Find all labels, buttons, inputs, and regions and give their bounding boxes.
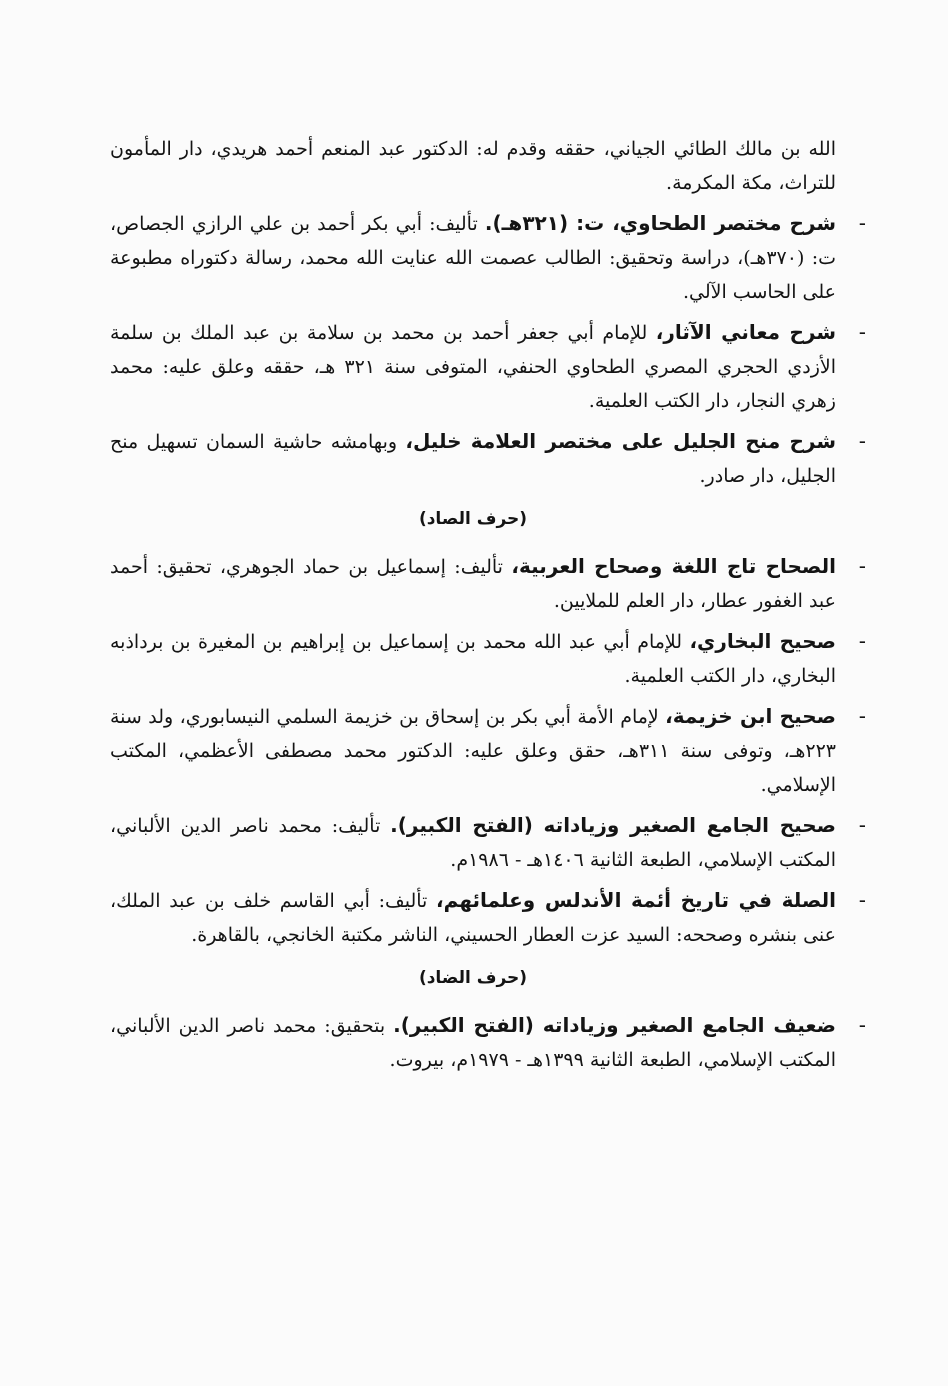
entry-dash: - (858, 629, 866, 653)
entry-dash: - (858, 211, 866, 235)
entry-details: للإمام أبي عبد الله محمد بن إسماعيل بن إبراهيم بن المغيرة بن برداذبه البخاري، دار الكتب العلمية. (110, 631, 836, 687)
entry-details: لإمام الأمة أبي بكر بن إسحاق بن خزيمة السلمي النيسابوري، ولد سنة ٢٢٣هـ، وتوفى سنة ٣١١هـ، حقق وعلق عليه: الدكتور محمد مصطفى الأعظمي، المكتب الإسلامي. (110, 706, 837, 796)
bibliography-entry (110, 883, 866, 952)
entry-title: شرح منح الجليل على مختصر العلامة خليل، (405, 429, 836, 453)
entry-dash: - (858, 429, 866, 453)
intro-paragraph: الله بن مالك الطائي الجياني، حققه وقدم له: الدكتور عبد المنعم أحمد هريدي، دار المأمون للتراث، مكة المكرمة. (110, 138, 836, 194)
entry-title: صحيح الجامع الصغير وزياداته (الفتح الكبير). (390, 813, 837, 837)
entry-dash: - (858, 704, 866, 728)
entry-title: الصلة في تاريخ أئمة الأندلس وعلمائهم، (436, 888, 836, 912)
bibliography-entry (110, 315, 866, 418)
entry-details: تأليف: أبي بكر أحمد بن علي الرازي الجصاص، ت: (٣٧٠هـ)، دراسة وتحقيق: الطالب عصمت الله عنايت الله محمد، رسالة دكتوراه مطبوعة على الحاسب الآلي. (110, 213, 836, 303)
entry-details: وبهامشه حاشية السمان تسهيل منح الجليل، دار صادر. (110, 431, 836, 487)
entry-details: تأليف: محمد ناصر الدين الألباني، المكتب الإسلامي، الطبعة الثانية ١٤٠٦هـ - ١٩٨٦م. (110, 815, 836, 871)
entry-dash: - (858, 813, 866, 837)
entry-title: الصحاح تاج اللغة وصحاح العربية، (511, 554, 837, 578)
entry-details: بتحقيق: محمد ناصر الدين الألباني، المكتب الإسلامي، الطبعة الثانية ١٣٩٩هـ - ١٩٧٩م، بيروت. (110, 1015, 836, 1071)
section-heading-saad: (حرف الصاد) (418, 509, 528, 529)
entry-title: صحيح ابن خزيمة، (665, 704, 837, 728)
entry-dash: - (858, 554, 866, 578)
entry-dash: - (858, 320, 866, 344)
bibliography-entry (110, 808, 866, 877)
bibliography-entry (110, 549, 866, 618)
entry-title: شرح مختصر الطحاوي، ت: (٣٢١هـ). (484, 211, 836, 235)
entry-title: ضعيف الجامع الصغير وزياداته (الفتح الكبير). (393, 1013, 836, 1037)
entry-details: تأليف: أبي القاسم خلف بن عبد الملك، عنى بنشره وصححه: السيد عزت العطار الحسيني، الناشر مكتبة الخانجي، بالقاهرة. (110, 890, 836, 946)
bibliography-entry (110, 1008, 866, 1077)
entry-title: شرح معاني الآثار، (655, 320, 836, 344)
bibliography-entry (110, 699, 866, 802)
entry-dash: - (858, 888, 866, 912)
bibliography-entry (110, 206, 866, 309)
bibliography-entry (110, 624, 866, 693)
section-heading-daad: (حرف الضاد) (418, 968, 528, 988)
entry-details: تأليف: إسماعيل بن حماد الجوهري، تحقيق: أحمد عبد الغفور عطار، دار العلم للملايين. (110, 556, 836, 612)
entry-dash: - (858, 1013, 866, 1037)
entry-title: صحيح البخاري، (689, 629, 836, 653)
bibliography-entry (110, 424, 866, 493)
entry-details: للإمام أبي جعفر أحمد بن محمد بن سلامة بن عبد الملك بن سلمة الأزدي الحجري المصري الطحاوي الحنفي، المتوفى سنة ٣٢١ هـ، حققه وعلق عليه: محمد زهري النجار، دار الكتب العلمية. (110, 322, 836, 412)
